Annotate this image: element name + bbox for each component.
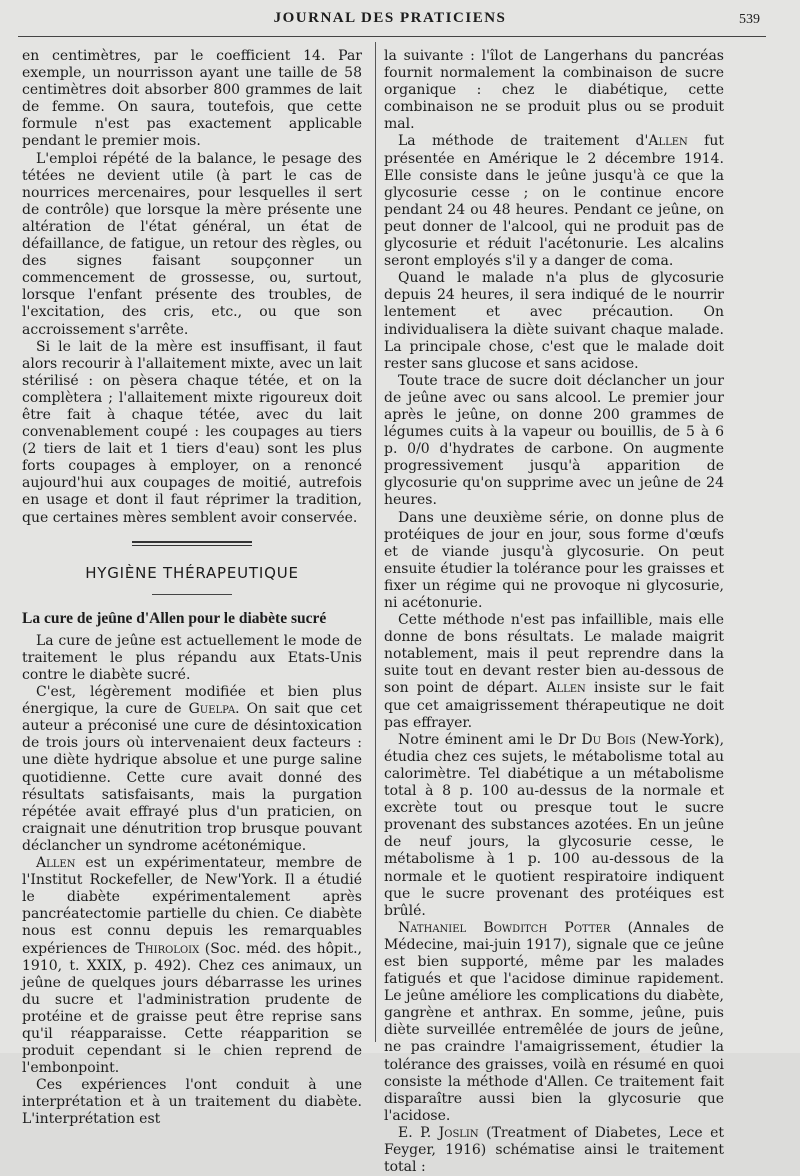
author-name: E. P. Joslin <box>398 1124 479 1141</box>
author-name: Du Bois <box>581 731 636 748</box>
paragraph <box>384 920 724 1125</box>
paragraph: Si le lait de la mère est insuffisant, il faut alors recourir à l'allaitement mixte, avec un lait stérilisé : on pèsera chaque tétée, et on la complètera ; l'allaitement mixte rigoureux doit être fait à chaque tétée, avec du lait convenablement coupé : les coupages au tiers (2 tiers de lait et 1 tiers d'eau) sont les plus forts coupages à employer, on a renoncé aujourd'hui aux coupages de moitié, autrefois en usage et dont il faut réprimer la tradition, que certaines mères semblent avoir conservée. <box>22 338 362 526</box>
text: . On sait que cet auteur a préconisé une cure de désintoxication de trois jours où intervenaient deux facteurs : une diète hydrique absolue et une purge saline quotidienne. Cette cure avait donné des résultats satisfaisants, mais la purgation répétée avait effrayé plus d'un praticien, on craignait une dénutrition trop brusque pouvant déclancher un syndrome acétonémique. <box>22 701 362 854</box>
text: signale que ce jeûne est bien supporté, même par les malades fatigués et que l'acidose diminue rapidement. Le jeûne améliore les complications du diabète, gangrène et anthrax. En somme, jeûne, puis diète surveillée entremêlée de jours de jeûne, ne pas craindre l'amaigrissement, étudier la tolérance des graisses, voilà en résumé en quoi consiste la méthode d'Allen. Ce traitement fait disparaître aussi bien la glycosurie que l'acidose. <box>384 936 725 1124</box>
paragraph: la suivante : l'îlot de Langerhans du pancréas fournit normalement la combinaison de sucre organique : chez le diabétique, cette combinaison ne se produit plus ou se produit mal. <box>384 48 724 133</box>
author-name: Nathaniel Bowditch Potter <box>398 919 611 936</box>
paragraph: Ces expériences l'ont conduit à une interprétation et à un traitement du diabète. L'interprétation est <box>22 1077 362 1128</box>
section-separator <box>22 588 362 602</box>
section-separator <box>22 537 362 555</box>
author-name: Guelpa <box>188 701 236 718</box>
text: (New-York), étudia chez ces sujets, le métabolisme total au calorimètre. Tel diabétique a un métabolisme total à 8 p. 100 au-dessus de la normale et excrète tout ou presque tout le sucre provenant des substances azotées. En un jeûne de neuf jours, la glycosurie cesse, le métabolisme à 1 p. 100 au-dessous de la normale et le quotient respiratoire indiquent que le sucre provenant des protéiques est brûlé. <box>384 731 725 919</box>
citation: (Annales de Médecine, mai-juin 1917), <box>384 919 724 953</box>
paragraph: Dans une deuxième série, on donne plus de protéiques de jour en jour, sous forme d'œufs et de viande jusqu'à glycosurie. On peut ensuite étudier la tolérance pour les graisses et fixer un régime qui ne provoque ni glycosurie, ni acétonurie. <box>384 509 724 611</box>
paragraph <box>22 684 362 855</box>
paragraph <box>384 732 724 920</box>
paragraph: La cure de jeûne est actuellement le mode de traitement le plus répandu aux Etats-Unis contre le diabète sucré. <box>22 632 362 683</box>
citation: (Soc. méd. des hôpit., 1910, t. XXIX, p. 492). <box>22 940 363 974</box>
column-divider <box>375 42 376 1042</box>
text: Chez ces animaux, un jeûne de quelques jours débarrasse les urines du sucre et l'administration prudente de protéine et de graisse peut être reprise sans qu'il réapparaisse. Cette réapparition se produit cependant si le chien reprend de l'embonpoint. <box>22 957 362 1077</box>
author-name: Thiroloix <box>135 940 200 957</box>
paragraph: Quand le malade n'a plus de glycosurie depuis 24 heures, il sera indiqué de le nourrir lentement et avec précaution. On individualisera la diète suivant chaque malade. La principale chose, c'est que le malade doit rester sans glucose et sans acidose. <box>384 270 724 372</box>
paragraph: Toute trace de sucre doit déclancher un jour de jeûne avec ou sans alcool. Le premier jour après le jeûne, on donne 200 grammes de légumes cuits à la vapeur ou bouillis, de 5 à 6 p. 0/0 d'hydrates de carbone. On augmente progressivement jusqu'à apparition de glycosurie qu'on supprime avec un jeûne de 24 heures. <box>384 372 724 509</box>
article-title: La cure de jeûne d'Allen pour le diabète sucré <box>22 609 327 627</box>
left-column <box>22 48 362 1129</box>
text: La méthode de traitement d' <box>398 133 649 150</box>
text: Notre éminent ami le Dr <box>398 731 582 748</box>
text: schématise ainsi le traitement total : <box>384 1142 724 1176</box>
section-title: HYGIÈNE THÉRAPEUTIQUE <box>85 563 299 582</box>
journal-title: JOURNAL DES PRATICIENS <box>273 10 507 26</box>
paragraph: L'emploi répété de la balance, le pesage des tétées ne devient utile (à part le cas de nourrices mercenaires, pour lesquelles il sert de contrôle) que lorsque la mère présente une altération de l'état général, un état de défaillance, de fatigue, un retour des règles, ou des signes faisant soupçonner un commencement de grossesse, ou, surtout, lorsque l'enfant présente des troubles, de l'excitation, des cris, etc., ou que son accroissement s'arrête. <box>22 150 362 338</box>
paragraph <box>22 855 362 1077</box>
text: C'est, légèrement modifiée et bien plus énergique, la cure de <box>22 684 362 718</box>
citation: (Treatment of Diabetes, Lece et Feyger, 1916) <box>384 1124 724 1158</box>
text: est un expérimentateur, membre de l'Institut Rockefeller, de New'York. Il a étudié le diabète expérimentalement après pancréatectomie partielle du chien. Ce diabète nous est connu depuis les remarquables expériences de <box>22 855 362 957</box>
running-head <box>20 10 760 34</box>
paragraph: en centimètres, par le coefficient 14. Par exemple, un nourrisson ayant une taille de 58 centimètres doit absorber 800 grammes de lait de femme. On saura, toutefois, que cette formule n'est pas exactement applicable pendant le premier mois. <box>22 48 362 150</box>
header-rule <box>18 36 766 37</box>
paragraph <box>384 1125 724 1176</box>
paragraph <box>384 133 724 270</box>
text: Cette méthode n'est pas infaillible, mais elle donne de bons résultats. Le malade maigrit notablement, mais il peut reprendre dans la suite tout en devant rester bien au-dessous de son point de départ. <box>384 612 724 697</box>
paragraph <box>384 612 724 732</box>
author-name: Allen <box>546 680 586 697</box>
page-number: 539 <box>739 12 760 27</box>
author-name: Allen <box>648 133 688 150</box>
text: insiste sur le fait que cet amaigrissement thérapeutique ne doit pas effrayer. <box>384 680 724 731</box>
text: fut présentée en Amérique le 2 décembre 1914. Elle consiste dans le jeûne jusqu'à ce que la glycosurie cesse ; on le continue encore pendant 24 ou 48 heures. Pendant ce jeûne, on peut donner de l'alcool, qui ne produit pas de glycosurie et réduit l'acétonurie. Les alcalins seront employés s'il y a danger de coma. <box>384 133 724 270</box>
right-column <box>384 48 724 1176</box>
author-name: Allen <box>36 855 76 872</box>
